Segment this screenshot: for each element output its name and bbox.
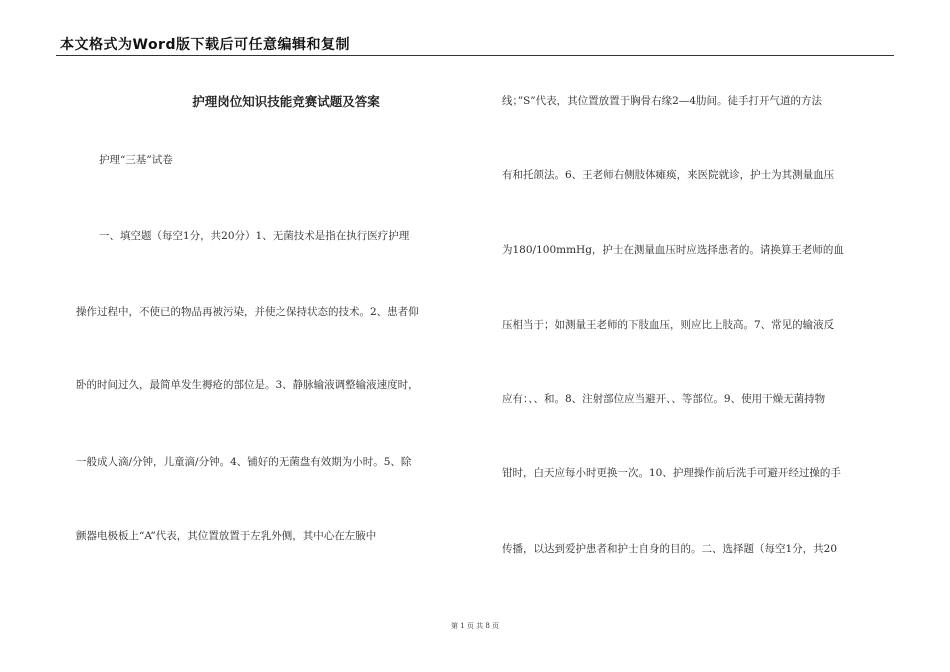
text-line: 传播，以达到爱护患者和护士自身的目的。二、选择题（每空1分，共20 [502, 543, 838, 555]
subtitle-line: 护理“三基”试卷 [99, 154, 173, 166]
text-line: 一、填空题（每空1分，共20分）1、无菌技术是指在执行医疗护理 [99, 230, 410, 242]
banner-divider [56, 55, 894, 56]
text-line: 钳时，白天应每小时更换一次。10、护理操作前后洗手可避开经过操的手 [502, 467, 841, 479]
text-line: 操作过程中，不使已的物品再被污染，并使之保持状态的技术。2、患者仰 [76, 306, 419, 318]
page-number: 第 1 页 共 8 页 [450, 622, 500, 630]
text-line: 一般成人滴/分钟，儿童滴/分钟。4、铺好的无菌盘有效期为小时。5、除 [76, 456, 412, 468]
text-line: 为180/100mmHg，护士在测量血压时应选择患者的。请换算王老师的血 [502, 244, 844, 256]
download-banner: 本文格式为Word版下载后可任意编辑和复制 [60, 37, 350, 53]
text-line: 线；”S”代表，其位置放置于胸骨右缘2—4肋间。徒手打开气道的方法 [502, 95, 823, 107]
text-line: 颤器电极板上“A”代表，其位置放置于左乳外侧，其中心在左腋中 [76, 530, 377, 542]
document-title: 护理岗位知识技能竞赛试题及答案 [192, 94, 380, 109]
text-line: 卧的时间过久，最简单发生褥疮的部位是。3、静脉输液调整输液速度时， [76, 379, 419, 391]
text-line: 有和托颌法。6、王老师右侧肢体瘫痪，来医院就诊，护士为其测量血压 [502, 169, 835, 181]
text-line: 压相当于；如测量王老师的下肢血压，则应比上肢高。7、常见的输液反 [502, 319, 835, 331]
text-line: 应有：、、和。8、注射部位应当避开、、等部位。9、使用干燥无菌持物 [502, 393, 826, 405]
